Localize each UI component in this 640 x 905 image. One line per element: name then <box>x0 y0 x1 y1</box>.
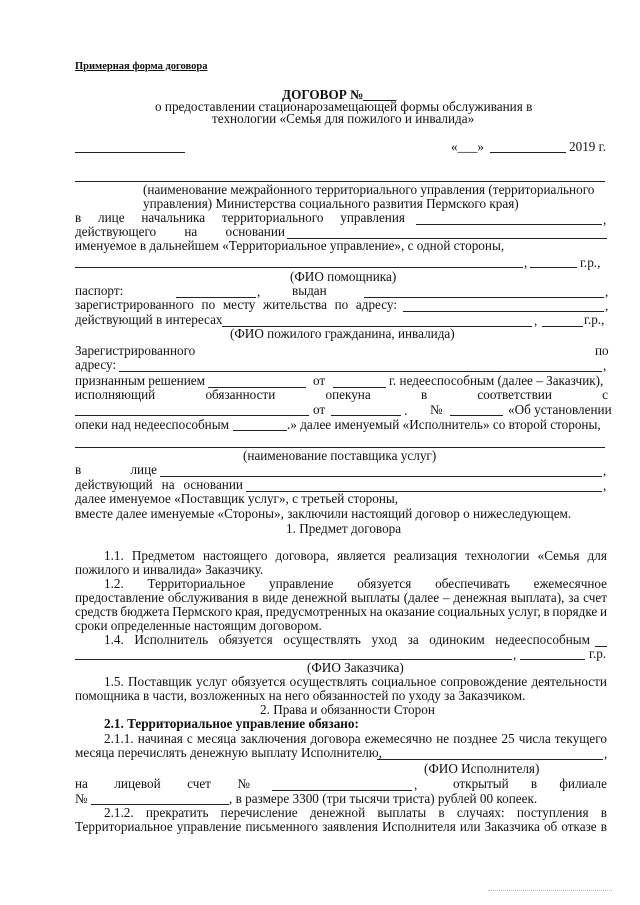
act-number-blank <box>450 415 503 416</box>
word: обязуется <box>357 576 412 591</box>
word: средств <box>75 604 118 619</box>
word: филиале <box>559 776 607 791</box>
incapable-text: г. недееспособным (далее – Заказчик), <box>389 373 604 388</box>
subheading-text: 2.1. Территориальное управление обязано <box>104 716 355 731</box>
word: случаях: <box>456 805 505 820</box>
word: адресу: <box>355 297 397 312</box>
issued-blank <box>364 297 604 298</box>
clause-1-5-line-1 <box>104 675 607 689</box>
word: жительства <box>263 297 327 312</box>
word: выплата), <box>510 590 565 605</box>
word: признанным <box>75 373 146 388</box>
head-name-blank <box>416 224 602 225</box>
word: решением <box>148 373 205 388</box>
word: является <box>337 548 386 563</box>
section-2-heading: 2. Права и обязанности Сторон <box>260 702 435 717</box>
form-label: Примерная форма договора <box>75 61 208 72</box>
word: договора, <box>275 548 329 563</box>
client-caption: (ФИО Заказчика) <box>307 660 404 675</box>
word: лице <box>98 210 125 225</box>
issued-label: выдан <box>292 283 327 298</box>
word: на <box>161 477 175 492</box>
supplier-caption: (наименование поставщика услуг) <box>243 448 437 463</box>
word: действующий <box>75 477 153 492</box>
clause-2-1-1-line-2: месяца перечислять денежную выплату Исполнителю, <box>75 745 382 760</box>
word: ежемесячно <box>364 731 433 746</box>
word: лицевой <box>114 776 161 791</box>
party3-line-4: вместе далее именуемые «Стороны», заключили настоящий договор о нижеследующем. <box>75 506 572 521</box>
word: не <box>436 731 450 746</box>
word: обязуется <box>231 674 286 689</box>
word: за <box>568 590 580 605</box>
executor-text: .» далее именуемый «Исполнитель» со второй стороны, <box>287 417 601 432</box>
word: ежемесячное <box>533 576 607 591</box>
word: или <box>459 819 481 834</box>
word: обязанности <box>205 387 276 402</box>
word: Территориальное <box>147 576 246 591</box>
word: прекратить <box>145 805 209 820</box>
address-blank <box>403 311 604 312</box>
word: для <box>587 548 607 563</box>
word: счет <box>187 776 211 791</box>
gr-label: г.р. <box>589 646 607 661</box>
word: за <box>407 632 419 647</box>
word: обеспечивать <box>435 576 510 591</box>
word: № <box>237 776 250 791</box>
word: 1.1. <box>104 548 124 563</box>
city-blank <box>75 152 185 153</box>
gr-label: г.р., <box>584 312 605 327</box>
clause-2-1-2-line-1 <box>104 806 607 820</box>
comma: , <box>603 463 607 478</box>
word: в <box>75 462 82 477</box>
word: действующего <box>75 224 157 239</box>
word: в <box>530 776 538 791</box>
word: позднее <box>453 731 498 746</box>
from-label: от <box>313 373 326 388</box>
party1-caption-1: (наименование межрайонного территориального управления (территориального <box>143 182 595 197</box>
party3-line-1 <box>75 463 157 477</box>
word: в <box>75 210 82 225</box>
elder-address-blank <box>119 371 602 372</box>
word: перечисление <box>220 805 298 820</box>
comma: , <box>257 284 261 299</box>
contract-title: ДОГОВОР №_____ <box>282 87 397 102</box>
word: денежной <box>291 590 348 605</box>
word: 1.4. <box>104 632 124 647</box>
word: управления <box>340 210 405 225</box>
word: зарегистрированного <box>75 297 194 312</box>
word: поступления <box>516 805 589 820</box>
word: на <box>369 604 383 619</box>
comma: , <box>414 777 418 792</box>
date-month-blank <box>490 152 566 153</box>
registered-label: Зарегистрированного <box>75 343 196 358</box>
assistant-caption: (ФИО помощника) <box>290 269 397 284</box>
word: в <box>438 805 445 820</box>
act-date-blank <box>331 415 401 416</box>
clause-2-1-2-line-2 <box>75 820 607 834</box>
word: начиная <box>137 731 183 746</box>
word: открытый <box>453 776 509 791</box>
word: договора <box>310 731 361 746</box>
word: основании <box>183 477 243 492</box>
passport-label: паспорт: <box>75 283 124 298</box>
word: 2.1.1. <box>104 731 134 746</box>
comma: , <box>605 284 609 299</box>
custody-blank <box>233 430 287 431</box>
elder-caption: (ФИО пожилого гражданина, инвалида) <box>230 326 455 341</box>
word: социальных <box>437 604 506 619</box>
word: социальное <box>371 674 437 689</box>
word: края, <box>234 604 264 619</box>
word: в <box>252 590 259 605</box>
gr-label: г.р., <box>580 255 601 270</box>
section-1-heading: 1. Предмет договора <box>286 521 402 536</box>
word: одиноким <box>429 632 485 647</box>
comma: , <box>605 298 609 313</box>
word: Поставщик <box>127 674 192 689</box>
party1-caption-2: управления) Министерства социального развития Пермского края) <box>143 196 519 211</box>
opened-line <box>453 777 607 791</box>
word: 25 <box>501 731 515 746</box>
word: осуществлять <box>283 632 361 647</box>
word: заключения <box>240 731 307 746</box>
word: – <box>442 590 450 605</box>
date-year: 2019 г. <box>569 139 606 154</box>
word: деятельности <box>531 674 607 689</box>
acting-label: действующий в интересах <box>75 312 223 327</box>
custody-text: опеки над недееспособным <box>75 417 229 432</box>
word: начальника <box>141 210 206 225</box>
word: территориального <box>221 210 324 225</box>
assistant-name-blank <box>75 267 523 268</box>
from-label-2: от <box>313 402 326 417</box>
word: виде <box>262 590 289 605</box>
word: в <box>420 387 428 402</box>
clause-1-5-line-2: помощника в части, возложенных на него обязанностей по уходу за Заказчиком. <box>75 688 526 703</box>
word: 1.5. <box>104 674 124 689</box>
number-label: № <box>430 402 443 417</box>
clause-1-1-line-1 <box>104 549 607 563</box>
word: заявления <box>322 819 378 834</box>
clause-1-1-line-2: пожилого и инвалида» Заказчику. <box>75 562 264 577</box>
account-line <box>75 777 250 791</box>
clause-1-4-line-1 <box>104 633 590 647</box>
word: счет <box>583 590 607 605</box>
date-day: «___» <box>451 139 484 154</box>
word: лице <box>130 462 157 477</box>
period: . <box>404 403 408 418</box>
word: предусмотренных <box>265 604 367 619</box>
word: на <box>75 776 88 791</box>
client-year-blank <box>520 659 585 660</box>
subtitle-line-1: о предоставлении стационарозамещающей формы обслуживания в <box>155 99 533 114</box>
word: в <box>543 604 550 619</box>
comma: , <box>604 746 608 761</box>
party1-line-2 <box>75 225 285 239</box>
word: письменного <box>245 819 319 834</box>
word: услуг, <box>507 604 541 619</box>
amount-text: , в размере 3300 (три тысячи триста) рублей 00 копеек. <box>229 791 538 806</box>
word: Пермского <box>172 604 233 619</box>
word: Предметом <box>131 548 195 563</box>
word: оказание <box>385 604 435 619</box>
word: денежная <box>453 590 507 605</box>
po-label: по <box>595 343 609 358</box>
clause-2-1-1-line-1 <box>104 732 607 746</box>
word: Заказчика <box>484 819 540 834</box>
word: обслуживания <box>167 590 249 605</box>
word: уход <box>371 632 398 647</box>
word: исполняющий <box>75 387 156 402</box>
word: выплаты <box>351 590 400 605</box>
clause-1-2-line-2 <box>75 591 607 605</box>
word: и <box>599 604 607 619</box>
word: обязуется <box>218 632 273 647</box>
word: опекуна <box>325 387 371 402</box>
subtitle-line-2: технологии «Семья для пожилого и инвалида» <box>212 111 475 126</box>
party3-line-2 <box>75 478 243 492</box>
word: Исполнитель <box>134 632 209 647</box>
duties-line <box>75 388 608 402</box>
word: реализация <box>393 548 458 563</box>
word: «Семья <box>537 548 580 563</box>
word: месяца <box>196 731 237 746</box>
word: предоставление <box>75 590 165 605</box>
word: Территориальное <box>75 819 173 834</box>
executor-name-blank <box>377 759 603 760</box>
registration-line <box>75 298 397 312</box>
party1-line-3: именуемое в дальнейшем «Территориальное управление», с одной стороны, <box>75 238 505 253</box>
word: недееспособным <box>495 632 590 647</box>
word: текущего <box>554 731 607 746</box>
word: в <box>600 805 607 820</box>
act-blank <box>75 415 309 416</box>
word: порядке <box>552 604 598 619</box>
establish-text: «Об установлении <box>508 402 612 417</box>
section-2-1-heading <box>104 717 359 731</box>
branch-number-label: № <box>75 791 88 806</box>
comma: , <box>603 358 607 373</box>
word: технологии <box>465 548 530 563</box>
decision-words <box>75 374 205 388</box>
word: (далее <box>403 590 440 605</box>
word: на <box>184 224 198 239</box>
comma: , <box>603 212 607 227</box>
assistant-year-blank <box>530 267 577 268</box>
word: управление <box>268 576 334 591</box>
executor-caption: (ФИО Исполнителя) <box>424 761 540 776</box>
word: месту <box>222 297 256 312</box>
word: отказе <box>561 819 597 834</box>
party3-line-3: далее именуемое «Поставщик услуг», с третьей стороны, <box>75 491 399 506</box>
clause-1-2-line-1 <box>104 577 607 591</box>
comma: , <box>513 647 517 662</box>
clause-1-2-line-4: сроки определенные настоящим договором. <box>75 618 322 633</box>
scan-artifact <box>488 890 612 891</box>
word: управление <box>176 819 242 834</box>
word: выплаты <box>377 805 427 820</box>
comma: , <box>603 478 607 493</box>
comma: , <box>534 313 538 328</box>
word: по <box>201 297 216 312</box>
word: осуществлять <box>289 674 368 689</box>
client-name-blank <box>75 659 512 660</box>
clause-1-2-line-3 <box>75 605 607 619</box>
word: числа <box>518 731 551 746</box>
word: денежной <box>309 805 366 820</box>
colon: : <box>354 716 359 731</box>
elder-year-blank <box>542 326 583 327</box>
word: бюджета <box>120 604 170 619</box>
word: по <box>334 297 349 312</box>
word: основании <box>225 224 285 239</box>
party1-line-1 <box>75 211 405 225</box>
word: в <box>600 819 607 834</box>
word: 1.2. <box>104 576 124 591</box>
word: Исполнителя <box>381 819 456 834</box>
word: 2.1.2. <box>104 805 134 820</box>
word: об <box>543 819 558 834</box>
word: настоящего <box>202 548 268 563</box>
word: сопровождение <box>440 674 528 689</box>
word: соответствии <box>477 387 552 402</box>
word: с <box>186 731 193 746</box>
word: с <box>602 387 608 402</box>
comma: , <box>524 255 528 270</box>
address-label: адресу: <box>75 357 117 372</box>
word: услуг <box>196 674 228 689</box>
